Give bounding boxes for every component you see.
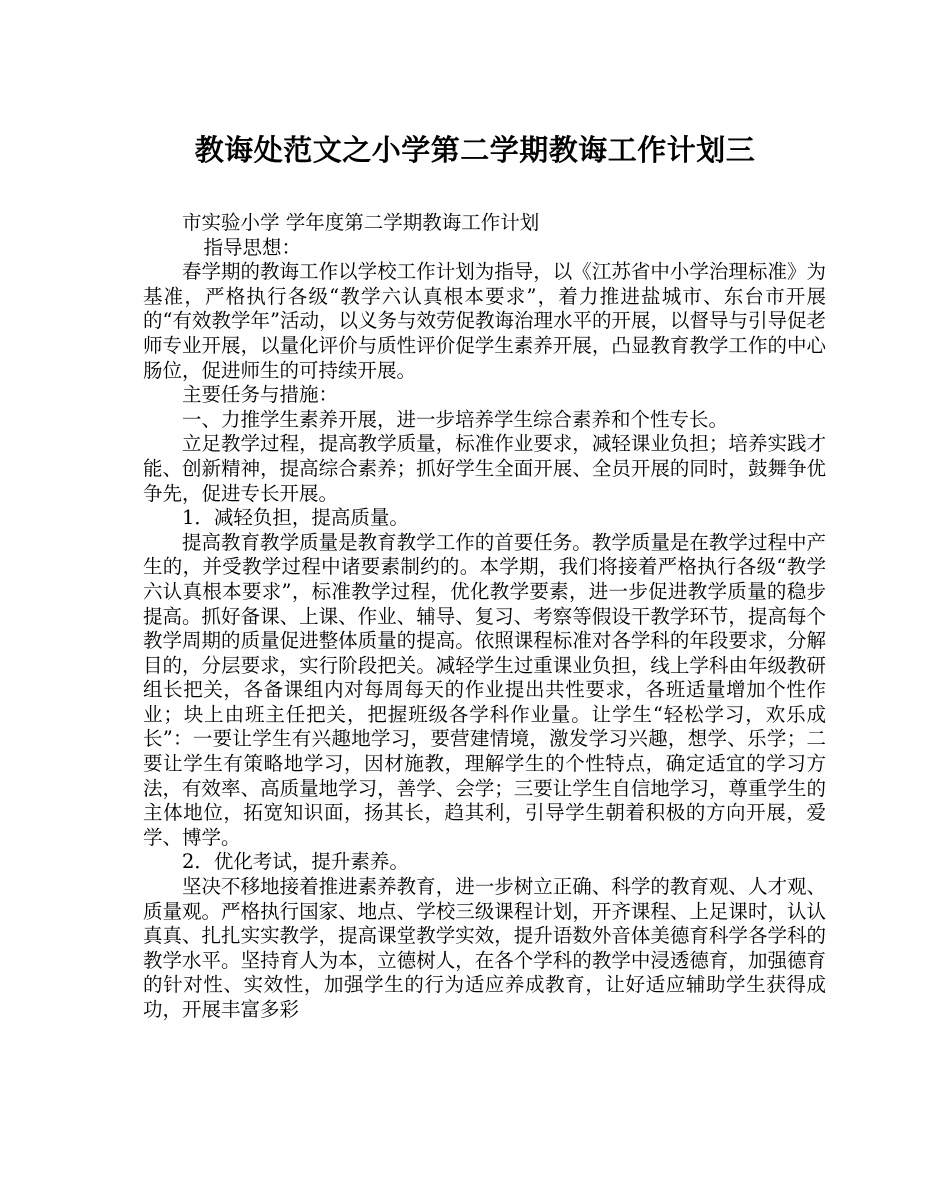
document-body (143, 211, 826, 1023)
paragraph-item-two-body: 坚决不移地接着推进素养教育，进一步树立正确、科学的教育观、人才观、质量观。严格执行国家、地点、学校三级课程计划，开齐课程、上足课时，认认真真、扎扎实实教学，提高课堂教学实效，提升语数外音体美德育科学各学科的教学水平。坚持育人为本，立德树人，在各个学科的教学中浸透德育，加强德育的针对性、实效性，加强学生的行为适应养成教育，让好适应辅助学生获得成功，开展丰富多彩 (143, 875, 826, 1021)
document-title: 教诲处范文之小学第二学期教诲工作计划三 (194, 133, 756, 167)
paragraph-item-one-body: 提高教育教学质量是教育教学工作的首要任务。教学质量是在教学过程中产生的，并受教学过程中诸要素制约的。本学期，我们将接着严格执行各级“教学六认真根本要求”，标准教学过程，优化教学要素，进一步促进教学质量的稳步提高。抓好备课、上课、作业、辅导、复习、考察等假设干教学环节，提高每个教学周期的质量促进整体质量的提高。依照课程标准对各学科的年段要求，分解目的，分层要求，实行阶段把关。减轻学生过重课业负担，线上学科由年级教研组长把关，各备课组内对每周每天的作业提出共性要求，各班适量增加个性作业；块上由班主任把关，把握班级各学科作业量。让学生“轻松学习，欢乐成长”：一要让学生有兴趣地学习，要营建情境，激发学习兴趣，想学、乐学；二要让学生有策略地学习，因材施教，理解学生的个性特点，确定适宜的学习方法，有效率、高质量地学习，善学、会学；三要让学生自信地学习，尊重学生的主体地位，拓宽知识面，扬其长，趋其利，引导学生朝着积极的方向开展，爱学、博学。 (143, 530, 826, 849)
paragraph-item-two-heading: 2．优化考试，提升素养。 (182, 850, 409, 874)
paragraph-plan-heading: 市实验小学 学年度第二学期教诲工作计划 (182, 211, 540, 234)
paragraph-guiding-ideology-heading: 指导思想： (203, 235, 301, 259)
paragraph-section-one-body: 立足教学过程，提高教学质量，标准作业要求，减轻课业负担；培养实践才能、创新精神，提高综合素养；抓好学生全面开展、全员开展的同时，鼓舞争优争先，促进专长开展。 (143, 432, 826, 505)
paragraph-item-one-heading: 1．减轻负担，提高质量。 (182, 506, 409, 530)
paragraph-section-one-heading: 一、力推学生素养开展，进一步培养学生综合素养和个性专长。 (182, 407, 729, 431)
paragraph-guiding-ideology: 春学期的教诲工作以学校工作计划为指导，以《江苏省中小学治理标准》为基准，严格执行各级“教学六认真根本要求”，着力推进盐城市、东台市开展的“有效教学年”活动，以义务与效劳促教诲治理水平的开展，以督导与引导促老师专业开展，以量化评价与质性评价促学生素养开展，凸显教育教学工作的中心肠位，促进师生的可持续开展。 (143, 260, 826, 382)
paragraph-main-tasks-heading: 主要任务与措施： (182, 383, 339, 407)
